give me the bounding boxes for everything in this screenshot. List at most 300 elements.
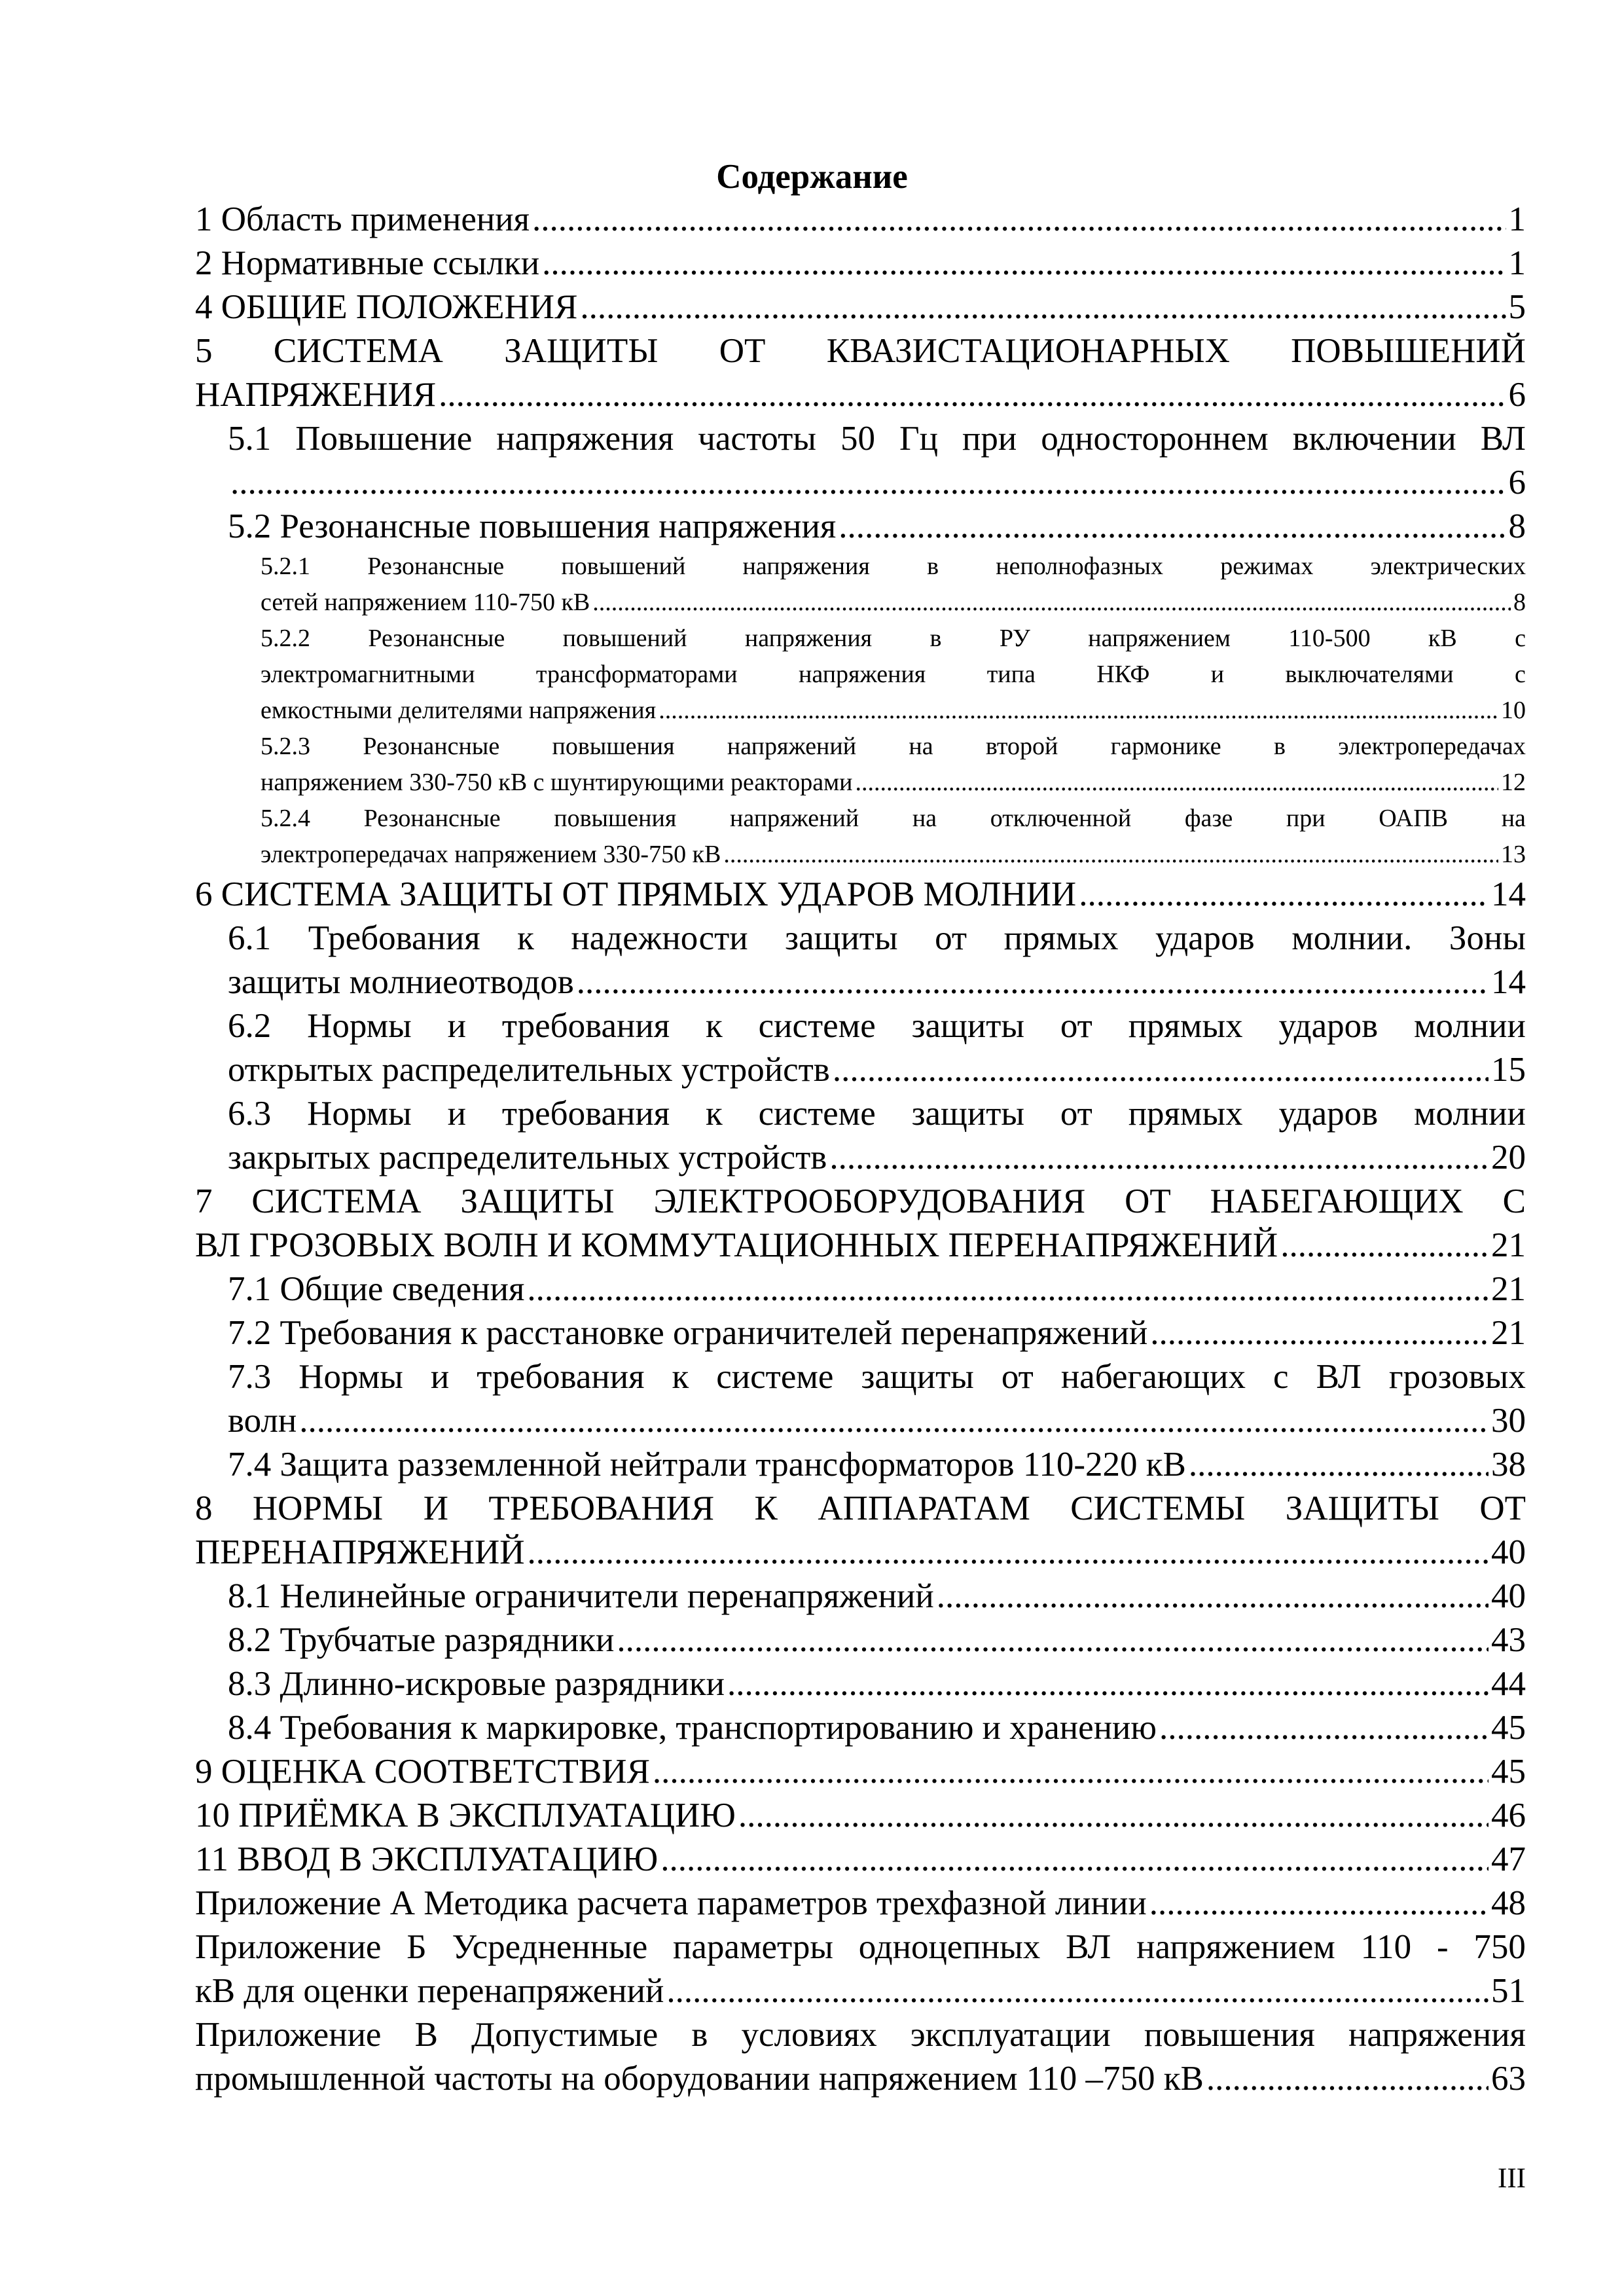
toc-entry-line (195, 1969, 1526, 2013)
toc-entry-line (261, 657, 1526, 693)
toc-entry-line (228, 1662, 1526, 1706)
toc-word: типа (986, 661, 1036, 688)
toc-entry-text: кВ для оценки перенапряжений (195, 1972, 664, 2010)
toc-entry-text: 9 ОЦЕНКА СООТВЕТСТВИЯ (195, 1753, 650, 1791)
toc-word: Резонансные (363, 733, 500, 760)
toc-word: при (1286, 805, 1326, 832)
toc-entry (228, 1004, 1526, 1092)
toc-word: И (423, 1489, 448, 1527)
toc-word: с (1515, 625, 1526, 652)
toc-word: НАБЕГАЮЩИХ (1210, 1182, 1464, 1220)
toc-entry (228, 1267, 1526, 1311)
toc-entry-line (195, 1531, 1526, 1575)
toc-entry-text: волн (228, 1402, 297, 1440)
toc-entry-line (228, 417, 1526, 461)
toc-entry-text: сетей напряжением 110-750 кВ (261, 589, 590, 616)
toc-word: требования (501, 1095, 670, 1133)
toc-word: с (1515, 661, 1526, 688)
toc-page-number: 45 (1491, 1709, 1526, 1747)
toc-word: фазе (1184, 805, 1233, 832)
toc-entry (195, 1487, 1526, 1575)
toc-word: РУ (999, 625, 1030, 652)
dot-leader (1189, 1443, 1489, 1487)
toc-entry (261, 549, 1526, 621)
toc-page-number: 6 (1508, 376, 1526, 414)
toc-entry-text: емкостными делителями напряжения (261, 697, 657, 724)
toc-entry (195, 1750, 1526, 1794)
toc-entry (195, 198, 1526, 242)
dot-leader (1149, 1882, 1489, 1925)
toc-entry-line (195, 1224, 1526, 1267)
toc-word: молнии (1413, 1007, 1526, 1045)
toc-page-number: 20 (1491, 1139, 1526, 1176)
toc-word: ЭЛЕКТРООБОРУДОВАНИЯ (653, 1182, 1086, 1220)
toc-word: напряжения (744, 625, 873, 652)
toc-word: 5.2.4 (261, 805, 310, 832)
toc-page-number: 45 (1491, 1753, 1526, 1791)
toc-page-number: 51 (1491, 1972, 1526, 2010)
toc-word: напряжением (1136, 1928, 1335, 1966)
toc-page-number: 48 (1491, 1884, 1526, 1922)
toc-word: требования (501, 1007, 670, 1045)
toc-word: ЗАЩИТЫ (1285, 1489, 1439, 1527)
toc-entry-line (195, 1750, 1526, 1794)
toc-word: Б (406, 1928, 427, 1966)
toc-word: параметры (673, 1928, 833, 1966)
toc-entry-text: 8.2 Трубчатые разрядники (228, 1621, 615, 1659)
toc-page-number: 47 (1491, 1840, 1526, 1878)
toc-word: 110-500 (1288, 625, 1371, 652)
toc-word: условиях (741, 2016, 877, 2054)
dot-leader (532, 198, 1506, 242)
toc-word: защиты (911, 1007, 1024, 1045)
toc-page-number: 1 (1508, 200, 1526, 238)
toc-page-number: 21 (1491, 1270, 1526, 1308)
toc-word: от (1060, 1007, 1092, 1045)
dot-leader (439, 373, 1506, 417)
toc-word: Нормы (298, 1358, 403, 1396)
toc-page-number: 63 (1491, 2060, 1526, 2098)
toc-word: ОТ (1479, 1489, 1526, 1527)
toc-word: 7.3 (228, 1358, 272, 1396)
toc-entry-text: электропередачах напряжением 330-750 кВ (261, 841, 721, 868)
toc-word: напряжения (1348, 2016, 1526, 2054)
toc-word: Усредненные (452, 1928, 648, 1966)
toc-entry-text: 11 ВВОД В ЭКСПЛУАТАЦИЮ (195, 1840, 659, 1878)
dot-leader (1159, 1706, 1489, 1750)
toc-word: одноцепных (858, 1928, 1041, 1966)
dot-leader (528, 1531, 1489, 1575)
dot-leader (839, 505, 1506, 549)
toc-entry-line (228, 917, 1526, 960)
toc-entry-line (228, 1004, 1526, 1048)
dot-leader (723, 837, 1498, 873)
toc-word: выключателями (1285, 661, 1454, 688)
toc-word: системе (716, 1358, 834, 1396)
toc-word: к (705, 1095, 723, 1133)
toc-word: 6.1 (228, 919, 272, 957)
dot-leader (592, 585, 1511, 621)
toc-word: Требования (308, 919, 480, 957)
toc-word: Приложение (195, 1928, 382, 1966)
toc-entry-line (195, 1487, 1526, 1531)
toc-page-number: 43 (1491, 1621, 1526, 1659)
toc-entry-text: промышленной частоты на оборудовании напряжением 110 –750 кВ (195, 2060, 1204, 2098)
toc-entry-line (228, 1311, 1526, 1355)
toc-entry-line (195, 373, 1526, 417)
toc-word: электромагнитными (261, 661, 475, 688)
dot-leader (617, 1618, 1489, 1662)
toc-page-number: 14 (1491, 963, 1526, 1001)
toc-entry (228, 1618, 1526, 1662)
toc-page-number: 38 (1491, 1446, 1526, 1484)
toc-word: ОТ (719, 332, 766, 370)
toc-word: 5.2.3 (261, 733, 310, 760)
dot-leader (1206, 2057, 1489, 2101)
toc-word: повышений (561, 553, 686, 580)
toc-entry (261, 801, 1526, 873)
toc-word: режимах (1220, 553, 1314, 580)
toc-entry (228, 505, 1526, 549)
toc-page-number: 1 (1508, 244, 1526, 282)
toc-word: ВЛ (1316, 1358, 1362, 1396)
toc-word: защиты (911, 1095, 1024, 1133)
toc-word: гармонике (1110, 733, 1221, 760)
toc-word: второй (985, 733, 1058, 760)
toc-entry-text: 8.3 Длинно-искровые разрядники (228, 1665, 725, 1703)
toc-page-number: 40 (1491, 1577, 1526, 1615)
toc-entry-line (228, 1136, 1526, 1180)
toc-word: 5.2.1 (261, 553, 310, 580)
toc-page-number: 40 (1491, 1533, 1526, 1571)
toc-word: молнии. (1291, 919, 1413, 957)
toc-word: КВАЗИСТАЦИОНАРНЫХ (826, 332, 1230, 370)
toc-entry-text: открытых распределительных устройств (228, 1051, 830, 1089)
toc-entry (228, 1311, 1526, 1355)
toc-word: к (517, 919, 534, 957)
toc-entry-text: Приложение А Методика расчета параметров трехфазной линии (195, 1884, 1147, 1922)
toc-word: ПОВЫШЕНИЙ (1291, 332, 1526, 370)
toc-word: напряжения (799, 661, 926, 688)
toc-word: молнии (1413, 1095, 1526, 1133)
toc-entry-line (261, 585, 1526, 621)
toc-entry-line (195, 198, 1526, 242)
toc-entry-line (195, 285, 1526, 329)
toc-word: неполнофазных (996, 553, 1163, 580)
toc-entry-text: 8.1 Нелинейные ограничители перенапряжений (228, 1577, 934, 1615)
toc-word: Зоны (1449, 919, 1526, 957)
toc-page-number: 10 (1501, 697, 1526, 724)
toc-entry-line (228, 1575, 1526, 1618)
toc-entry-text: 4 ОБЩИЕ ПОЛОЖЕНИЯ (195, 288, 578, 326)
toc-word: на (909, 733, 933, 760)
toc-word: в (691, 2016, 708, 2054)
toc-entry-text: 7.2 Требования к расстановке ограничителей перенапряжений (228, 1314, 1148, 1352)
dot-leader (577, 960, 1489, 1004)
toc-word: прямых (1003, 919, 1119, 957)
toc-entry-line (195, 1838, 1526, 1882)
toc-word: ударов (1278, 1095, 1379, 1133)
toc-entry-line (228, 1092, 1526, 1136)
toc-word: 110 (1360, 1928, 1412, 1966)
toc-entry-line (228, 1267, 1526, 1311)
toc-word: защиты (861, 1358, 974, 1396)
toc-word: Нормы (307, 1095, 412, 1133)
toc-entry (228, 1706, 1526, 1750)
toc-entry (228, 417, 1526, 505)
toc-word: ЗАЩИТЫ (504, 332, 659, 370)
toc-entry-line (195, 1180, 1526, 1224)
toc-word: кВ (1428, 625, 1457, 652)
toc-page-number: 30 (1491, 1402, 1526, 1440)
toc-word: СИСТЕМА (251, 1182, 422, 1220)
toc-entry-text: защиты молниеотводов (228, 963, 574, 1001)
toc-entry (228, 1092, 1526, 1180)
dot-leader (659, 693, 1498, 729)
toc-word: ЗАЩИТЫ (460, 1182, 615, 1220)
toc-entry-line (195, 242, 1526, 285)
toc-word: 8 (195, 1489, 213, 1527)
toc-entry-line (228, 1355, 1526, 1399)
toc-entry (195, 329, 1526, 417)
toc-word: от (935, 919, 967, 957)
dot-leader (738, 1794, 1489, 1838)
toc-entry-text: 2 Нормативные ссылки (195, 244, 540, 282)
toc-word: защиты (785, 919, 898, 957)
toc-page-number: 5 (1508, 288, 1526, 326)
toc-entry-line (195, 329, 1526, 373)
toc-page-number: 12 (1501, 769, 1526, 796)
toc-entry-line (195, 1882, 1526, 1925)
toc-entry-line (228, 505, 1526, 549)
toc-entry (195, 242, 1526, 285)
toc-entry-text: НАПРЯЖЕНИЯ (195, 376, 437, 414)
toc-word: 7 (195, 1182, 213, 1220)
toc-word: НКФ (1096, 661, 1150, 688)
toc-word: СИСТЕМА (273, 332, 443, 370)
toc-word: Гц (899, 420, 938, 458)
toc-word: прямых (1128, 1007, 1243, 1045)
toc-word: Допустимые (471, 2016, 659, 2054)
toc-entry-text: 1 Область применения (195, 200, 530, 238)
toc-entry-text: закрытых распределительных устройств (228, 1139, 827, 1176)
dot-leader (299, 1399, 1489, 1443)
toc-word: 6.2 (228, 1007, 272, 1045)
toc-entry-text: 6 СИСТЕМА ЗАЩИТЫ ОТ ПРЯМЫХ УДАРОВ МОЛНИИ (195, 875, 1077, 913)
toc-word: повышений (562, 625, 687, 652)
toc-word: в (929, 625, 942, 652)
dot-leader (666, 1969, 1489, 2013)
toc-entry (195, 285, 1526, 329)
toc-page-number: 6 (1508, 464, 1526, 501)
toc-word: электропередачах (1338, 733, 1526, 760)
toc-entry-text: 7.1 Общие сведения (228, 1270, 525, 1308)
toc-entry-line (261, 765, 1526, 801)
toc-entry-line (195, 873, 1526, 917)
toc-word: АППАРАТАМ (818, 1489, 1030, 1527)
toc-word: от (1060, 1095, 1092, 1133)
toc-word: с (1273, 1358, 1289, 1396)
toc-page-number: 8 (1508, 507, 1526, 545)
toc-word: в (1273, 733, 1286, 760)
dot-leader (833, 1048, 1489, 1092)
toc-word: 5.2.2 (261, 625, 310, 652)
toc-word: Резонансные (368, 625, 505, 652)
toc-entry-text: ПЕРЕНАПРЯЖЕНИЙ (195, 1533, 525, 1571)
toc-entry-line (228, 960, 1526, 1004)
toc-entry-line (228, 1399, 1526, 1443)
toc-word: 5.1 (228, 420, 272, 458)
toc-page-number: 15 (1491, 1051, 1526, 1089)
toc-entry-line (195, 1794, 1526, 1838)
toc-entry (228, 917, 1526, 1004)
toc-entry (195, 1180, 1526, 1267)
toc-word: в (927, 553, 939, 580)
toc-word: ВЛ (1066, 1928, 1111, 1966)
toc-entry-line (261, 549, 1526, 585)
toc-word: ударов (1278, 1007, 1379, 1045)
toc-entry-line (228, 1618, 1526, 1662)
dot-leader (829, 1136, 1489, 1180)
dot-leader (542, 242, 1506, 285)
toc-word: ОТ (1125, 1182, 1171, 1220)
toc-word: напряжения (496, 420, 674, 458)
toc-entry (228, 1355, 1526, 1443)
toc-word: одностороннем (1041, 420, 1269, 458)
toc-word: при (962, 420, 1017, 458)
dot-leader (727, 1662, 1489, 1706)
toc-entry (228, 1662, 1526, 1706)
toc-entry (195, 873, 1526, 917)
toc-word: НОРМЫ (252, 1489, 384, 1527)
dot-leader (855, 765, 1498, 801)
dot-leader (937, 1575, 1489, 1618)
toc-word: СИСТЕМЫ (1070, 1489, 1246, 1527)
toc-page-number: 8 (1513, 589, 1526, 616)
toc-word: повышения (1144, 2016, 1315, 2054)
toc-word: 5 (195, 332, 213, 370)
toc-word: включении (1292, 420, 1456, 458)
toc-word: грозовых (1388, 1358, 1526, 1396)
toc-entry-line (261, 801, 1526, 837)
toc-word: К (754, 1489, 778, 1527)
toc-word: повышения (554, 805, 677, 832)
toc-page-number: 21 (1491, 1314, 1526, 1352)
toc-word: и (447, 1095, 466, 1133)
toc-word: и (1210, 661, 1225, 688)
toc-word: 6.3 (228, 1095, 272, 1133)
toc-word: ОАПВ (1379, 805, 1449, 832)
toc-word: Нормы (307, 1007, 412, 1045)
toc-word: С (1502, 1182, 1526, 1220)
toc-word: эксплуатации (910, 2016, 1111, 2054)
toc-entry-text: ВЛ ГРОЗОВЫХ ВОЛН И КОММУТАЦИОННЫХ ПЕРЕНАПРЯЖЕНИЙ (195, 1226, 1278, 1264)
toc-entry-line (228, 1443, 1526, 1487)
toc-entry-text: 5.2 Резонансные повышения напряжения (228, 507, 837, 545)
toc-word: Повышение (295, 420, 473, 458)
toc-word: - (1436, 1928, 1449, 1966)
toc-word: напряжений (730, 805, 859, 832)
toc-page-number: 14 (1491, 875, 1526, 913)
toc-word: на (912, 805, 937, 832)
toc-word: частоты (698, 420, 816, 458)
toc-word: ТРЕБОВАНИЯ (488, 1489, 715, 1527)
toc-page-number: 44 (1491, 1665, 1526, 1703)
toc-word: системе (758, 1095, 876, 1133)
dot-leader (230, 461, 1506, 505)
toc-page-number: 21 (1491, 1226, 1526, 1264)
toc-word: к (705, 1007, 723, 1045)
toc-word: от (1001, 1358, 1034, 1396)
toc-word: электрических (1370, 553, 1526, 580)
toc-word: набегающих (1060, 1358, 1246, 1396)
toc-word: трансформаторами (535, 661, 738, 688)
toc-word: напряжением (1088, 625, 1231, 652)
toc-entry (261, 729, 1526, 801)
dot-leader (527, 1267, 1489, 1311)
toc-entry-line (228, 461, 1526, 505)
toc-word: Приложение (195, 2016, 382, 2054)
toc-entry (195, 1838, 1526, 1882)
toc-word: 750 (1473, 1928, 1526, 1966)
toc-word: ударов (1155, 919, 1255, 957)
toc-word: ВЛ (1480, 420, 1526, 458)
dot-leader (1079, 873, 1489, 917)
toc-word: системе (758, 1007, 876, 1045)
toc-entry-text: 7.4 Защита разземленной нейтрали трансформаторов 110-220 кВ (228, 1446, 1186, 1484)
toc-word: Резонансные (367, 553, 505, 580)
toc-word: к (672, 1358, 689, 1396)
toc-word: надежности (571, 919, 748, 957)
toc-entry-text: 8.4 Требования к маркировке, транспортированию и хранению (228, 1709, 1157, 1747)
toc-entry-line (228, 1048, 1526, 1092)
toc-word: В (414, 2016, 438, 2054)
dot-leader (1150, 1311, 1489, 1355)
toc-entry (261, 621, 1526, 729)
toc-entry-line (195, 2013, 1526, 2057)
toc-word: требования (477, 1358, 645, 1396)
toc-word: отключенной (990, 805, 1132, 832)
toc-entry-line (195, 2057, 1526, 2101)
toc-entry (195, 2013, 1526, 2101)
toc-entry-text: 10 ПРИЁМКА В ЭКСПЛУАТАЦИЮ (195, 1796, 736, 1834)
dot-leader (653, 1750, 1489, 1794)
toc-title: Содержание (716, 158, 908, 196)
toc-word: напряжений (727, 733, 857, 760)
toc-word: повышения (552, 733, 675, 760)
toc-word: прямых (1128, 1095, 1243, 1133)
toc-entry-line (261, 621, 1526, 657)
page-number: III (1498, 2163, 1526, 2194)
table-of-contents (0, 198, 1624, 2101)
toc-word: Резонансные (363, 805, 501, 832)
toc-word: на (1501, 805, 1526, 832)
toc-entry-line (261, 693, 1526, 729)
toc-entry-line (261, 837, 1526, 873)
toc-entry (195, 1882, 1526, 1925)
toc-word: напряжения (742, 553, 870, 580)
dot-leader (580, 285, 1506, 329)
toc-entry (228, 1575, 1526, 1618)
toc-word: и (447, 1007, 466, 1045)
toc-page-number: 46 (1491, 1796, 1526, 1834)
dot-leader (660, 1838, 1489, 1882)
toc-entry (195, 1925, 1526, 2013)
dot-leader (1280, 1224, 1489, 1267)
toc-entry (195, 1794, 1526, 1838)
toc-entry-text: напряжением 330-750 кВ с шунтирующими реакторами (261, 769, 853, 796)
toc-page-number: 13 (1501, 841, 1526, 868)
